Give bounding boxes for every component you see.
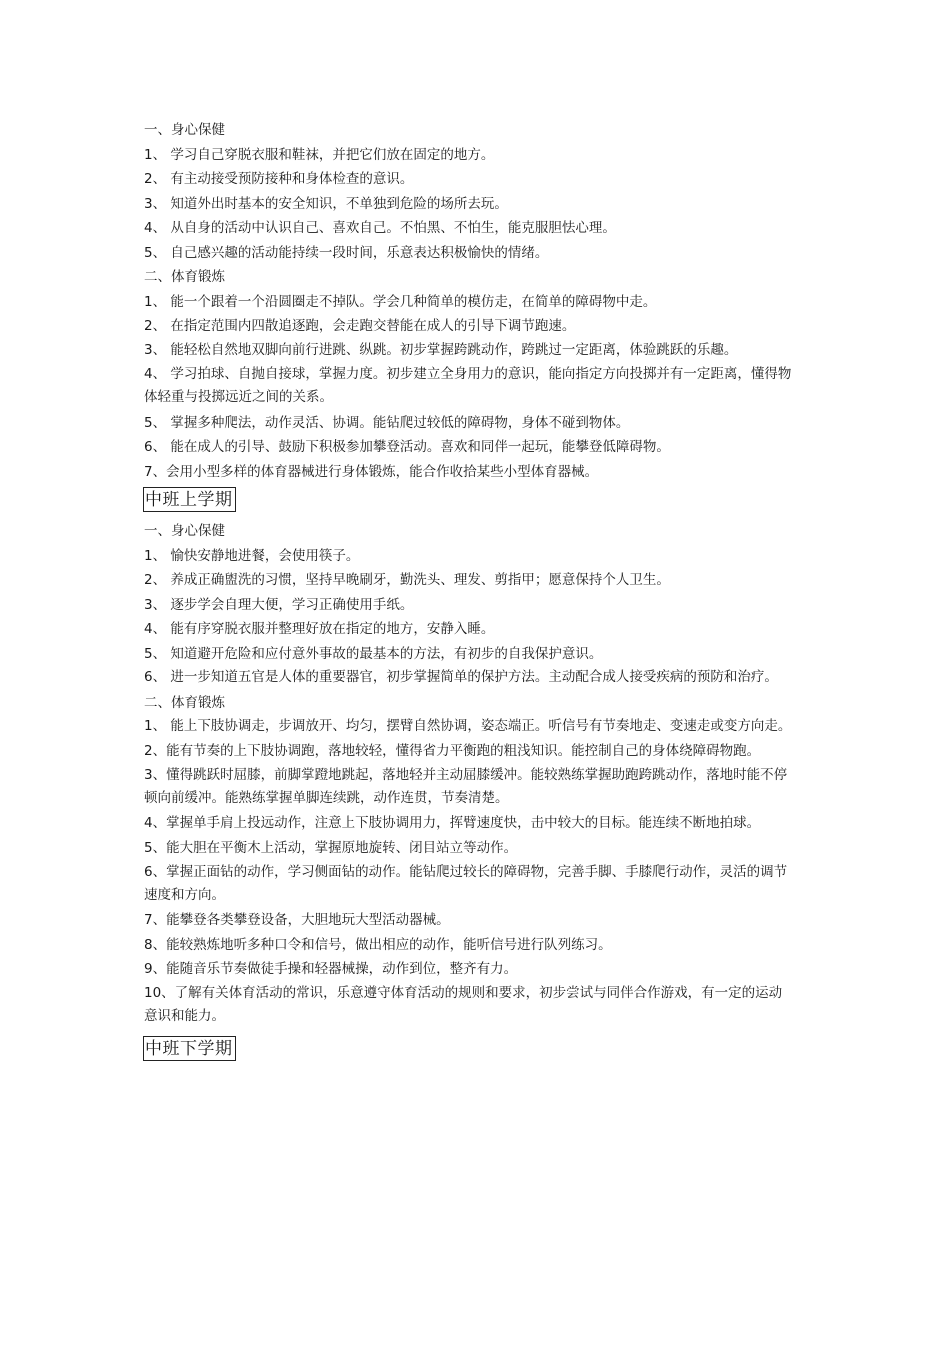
list-item: 1、 愉快安静地进餐，会使用筷子。 [144,547,360,564]
list-item: 2、 有主动接受预防接种和身体检查的意识。 [144,171,414,187]
list-item: 8、能较熟炼地听多种口令和信号，做出相应的动作，能听信号进行队列练习。 [144,936,612,953]
list-item: 6、掌握正面钻的动作，学习侧面钻的动作。能钻爬过较长的障碍物，完善手脚、手膝爬行动作，灵活的调节速度和方向。 [144,863,788,903]
section-heading-health: 一、身心保健 [144,122,225,138]
list-item: 7、会用小型多样的体育器械进行身体锻炼，能合作收拾某些小型体育器械。 [144,463,599,480]
list-item: 7、能攀登各类攀登设备，大胆地玩大型活动器械。 [144,912,450,928]
list-item: 2、 养成正确盥洗的习惯，坚持早晚刷牙，勤洗头、理发、剪指甲；愿意保持个人卫生。 [144,572,670,588]
list-item: 6、 能在成人的引导、鼓励下积极参加攀登活动。喜欢和同伴一起玩，能攀登低障碍物。 [144,439,670,455]
list-item: 10、了解有关体育活动的常识，乐意遵守体育活动的规则和要求，初步尝试与同伴合作游戏，有一定的运动意识和能力。 [144,984,783,1024]
list-item: 4、 学习拍球、自抛自接球，掌握力度。初步建立全身用力的意识，能向指定方向投掷并有一定距离，懂得物体轻重与投掷远近之间的关系。 [144,366,792,405]
list-item: 5、能大胆在平衡木上活动，掌握原地旋转、闭目站立等动作。 [144,840,518,856]
list-item: 2、能有节奏的上下肢协调跑，落地较轻，懂得省力平衡跑的粗浅知识。能控制自己的身体绕障碍物跑。 [144,742,761,759]
list-item: 3、 能轻松自然地双脚向前行进跳、纵跳。初步掌握跨跳动作，跨跳过一定距离，体验跳跃的乐趣。 [144,341,738,358]
list-item: 1、 学习自己穿脱衣服和鞋袜，并把它们放在固定的地方。 [144,146,495,163]
list-item: 9、能随音乐节奏做徒手操和轻器械操，动作到位，整齐有力。 [144,961,518,977]
list-item: 5、 自己感兴趣的活动能持续一段时间，乐意表达积极愉快的情绪。 [144,244,549,261]
semester-title: 中班下学期 [143,1036,236,1061]
section-heading-health: 一、身心保健 [144,523,225,539]
list-item: 6、 进一步知道五官是人体的重要器官，初步掌握简单的保护方法。主动配合成人接受疾病的预防和治疗。 [144,669,778,685]
section-heading-pe: 二、体育锻炼 [144,269,225,285]
section-heading-pe: 二、体育锻炼 [144,694,225,711]
list-item: 1、 能一个跟着一个沿圆圈走不掉队。学会几种简单的模仿走，在简单的障碍物中走。 [144,293,657,310]
list-item: 3、 知道外出时基本的安全知识，不单独到危险的场所去玩。 [144,195,508,212]
semester-title: 中班上学期 [143,487,236,512]
document-body [144,118,794,1068]
list-item: 4、 能有序穿脱衣服并整理好放在指定的地方，安静入睡。 [144,621,495,637]
list-item: 5、 知道避开危险和应付意外事故的最基本的方法，有初步的自我保护意识。 [144,645,603,662]
list-item: 4、 从自身的活动中认识自己、喜欢自己。不怕黑、不怕生，能克服胆怯心理。 [144,220,616,236]
list-item: 2、 在指定范围内四散追逐跑，会走跑交替能在成人的引导下调节跑速。 [144,318,576,334]
list-item: 5、 掌握多种爬法，动作灵活、协调。能钻爬过较低的障碍物，身体不碰到物体。 [144,414,630,431]
list-item: 1、 能上下肢协调走，步调放开、均匀，摆臂自然协调，姿态端正。听信号有节奏地走、变速走或变方向走。 [144,718,792,734]
list-item: 4、掌握单手肩上投远动作，注意上下肢协调用力，挥臂速度快，击中较大的目标。能连续不断地拍球。 [144,814,761,831]
list-item: 3、 逐步学会自理大便，学习正确使用手纸。 [144,596,414,613]
list-item: 3、懂得跳跃时屈膝，前脚掌蹬地跳起，落地轻并主动屈膝缓冲。能较熟练掌握助跑跨跳动作，落地时能不停顿向前缓冲。能熟练掌握单脚连续跳，动作连贯，节奏清楚。 [144,767,788,806]
